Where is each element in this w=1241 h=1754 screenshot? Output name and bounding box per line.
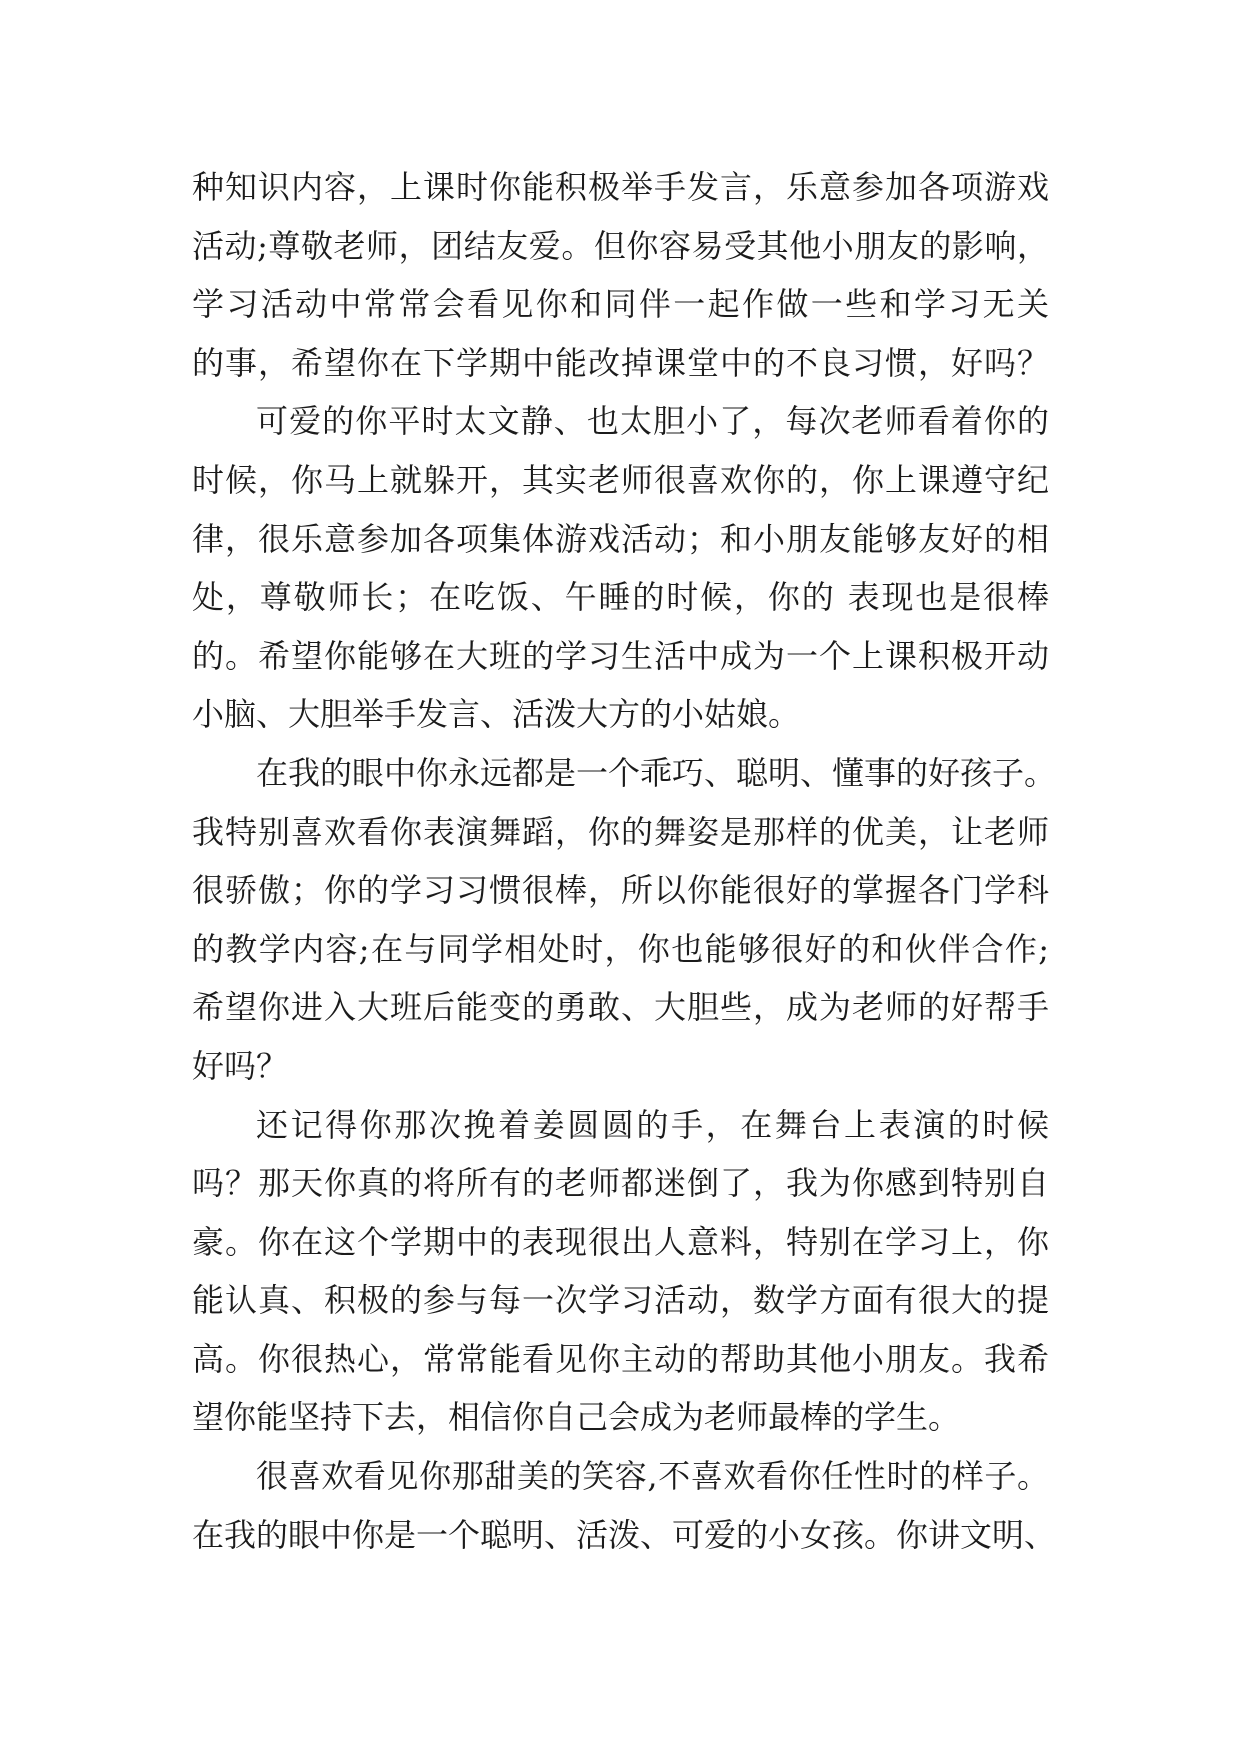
text-line: 的教学内容;在与同学相处时，你也能够很好的和伙伴合作; [192, 929, 1049, 968]
text-line: 希望你进入大班后能变的勇敢、大胆些，成为老师的好帮手 [192, 988, 1049, 1027]
text-line: 高。你很热心，常常能看见你主动的帮助其他小朋友。我希 [192, 1339, 1049, 1378]
text-line: 种知识内容，上课时你能积极举手发言，乐意参加各项游戏 [192, 168, 1049, 206]
text-line: 律，很乐意参加各项集体游戏活动；和小朋友能够友好的相 [192, 519, 1049, 558]
paragraph-first-line: 可爱的你平时太文静、也太胆小了，每次老师看着你的 [256, 402, 1049, 441]
text-line: 学习活动中常常会看见你和同伴一起作做一些和学习无关 [192, 285, 1049, 324]
text-line: 很骄傲；你的学习习惯很棒，所以你能很好的掌握各门学科 [192, 871, 1049, 910]
text-line: 活动;尊敬老师，团结友爱。但你容易受其他小朋友的影响， [192, 226, 1049, 265]
text-line: 的。希望你能够在大班的学习生活中成为一个上课积极开动 [192, 636, 1049, 675]
text-line: 吗？那天你真的将所有的老师都迷倒了，我为你感到特别自 [192, 1164, 1049, 1203]
text-line: 的事，希望你在下学期中能改掉课堂中的不良习惯，好吗？ [192, 343, 1049, 382]
paragraph-last-line: 望你能坚持下去，相信你自己会成为老师最棒的学生。 [192, 1398, 961, 1437]
paragraph-last-line: 小脑、大胆举手发言、活泼大方的小姑娘。 [192, 695, 801, 734]
text-line: 时候，你马上就躲开，其实老师很喜欢你的，你上课遵守纪 [192, 460, 1049, 499]
text-line: 豪。你在这个学期中的表现很出人意料，特别在学习上，你 [192, 1222, 1049, 1261]
paragraph-first-line: 很喜欢看见你那甜美的笑容,不喜欢看你任性时的样子。 [256, 1457, 1049, 1496]
paragraph-first-line: 还记得你那次挽着姜圆圆的手，在舞台上表演的时候 [256, 1105, 1049, 1144]
text-line: 我特别喜欢看你表演舞蹈，你的舞姿是那样的优美，让老师 [192, 812, 1049, 851]
paragraph-last-line: 好吗？ [192, 1046, 289, 1085]
text-line: 能认真、积极的参与每一次学习活动，数学方面有很大的提 [192, 1281, 1049, 1320]
text-line: 处，尊敬师长；在吃饭、午睡的时候，你的 表现也是很棒 [192, 578, 1049, 617]
paragraph-first-line: 在我的眼中你永远都是一个乖巧、聪明、懂事的好孩子。 [256, 753, 1057, 792]
text-line: 在我的眼中你是一个聪明、活泼、可爱的小女孩。你讲文明、 [192, 1515, 1057, 1554]
document-body [192, 158, 1057, 1564]
